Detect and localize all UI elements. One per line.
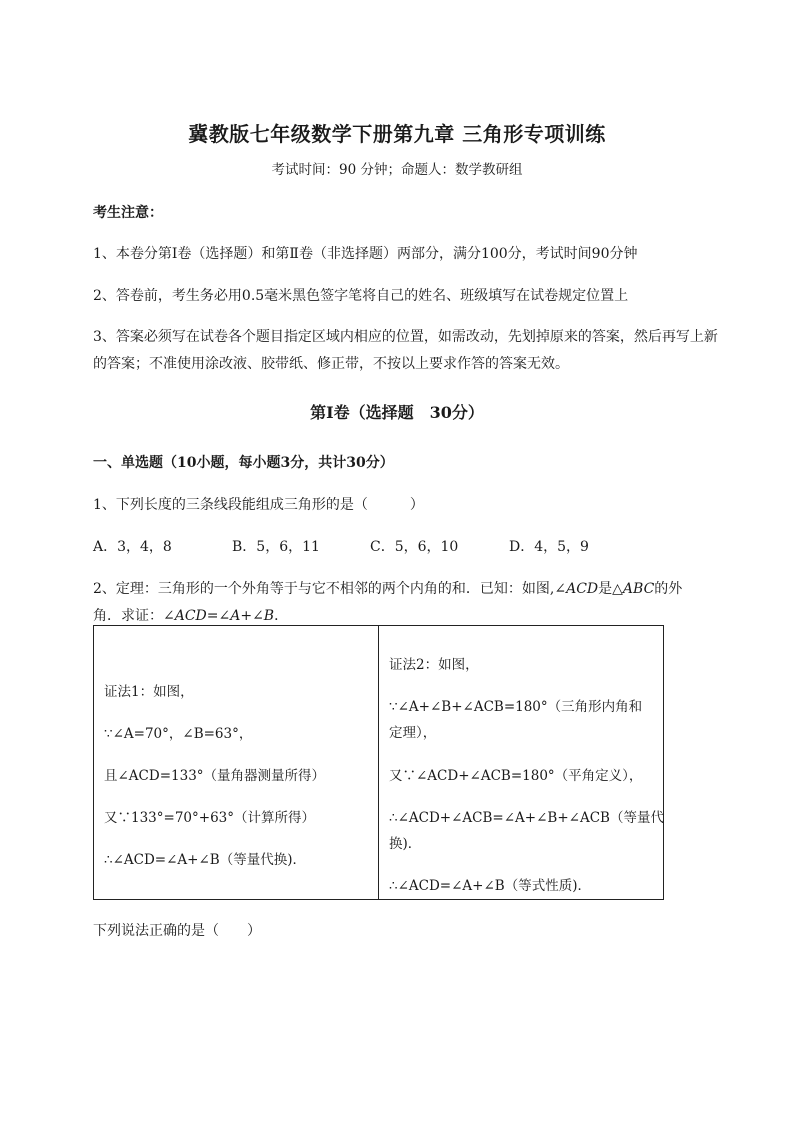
question-1-stem: 1、下列长度的三条线段能组成三角形的是（ ） [93,497,424,513]
question-1-option-d: D．4，5，9 [509,539,589,555]
question-2-stem-line-2 [93,605,288,625]
proof-1-line: 证法1：如图， [104,684,194,700]
proof-table [93,625,664,900]
q2-angle-acd: ∠ACD [554,581,599,597]
question-1-option-c: C．5，6，10 [370,539,459,555]
proof-2-line: ∴∠ACD+∠ACB=∠A+∠B+∠ACB（等量代 [389,810,664,826]
question-1-option-a: A．3，4，8 [93,539,172,555]
proof-1-line: ∵∠A=70°，∠B=63°， [104,726,253,742]
notice-item-2: 2、答卷前，考生务必用0.5毫米黑色签字笔将自己的姓名、班级填写在试卷规定位置上 [93,288,629,304]
document-subtitle: 考试时间：90 分钟；命题人：数学教研组 [271,162,523,178]
question-2-prompt: 下列说法正确的是（ ） [93,923,261,939]
proof-2-line: 证法2：如图， [389,657,479,673]
proof-2-line: ∴∠ACD=∠A+∠B（等式性质)． [389,878,591,894]
proof-method-1-cell [94,626,379,900]
q2-claim: ∠ACD=∠A+∠B [163,608,275,624]
q2-text: 是 [598,581,613,597]
section-title: 第Ⅰ卷（选择题 30分） [310,403,484,422]
q2-text: 2、定理：三角形的一个外角等于与它不相邻的两个内角的和．已知：如图, [93,581,555,597]
proof-2-line: 换)． [389,836,422,852]
notice-item-1: 1、本卷分第Ⅰ卷（选择题）和第Ⅱ卷（非选择题）两部分，满分100分，考试时间90分钟 [93,246,638,262]
q2-text: 的外 [654,581,683,597]
q2-triangle-abc: △ABC [612,581,655,597]
proof-2-line: 定理）， [389,725,437,741]
proof-1-line: 又∵133°=70°+63°（计算所得） [104,810,315,826]
proof-1-line: ∴∠ACD=∠A+∠B（等量代换)． [104,852,306,868]
part-heading: 一、单选题（10小题，每小题3分，共计30分） [93,455,394,471]
question-2-stem-line-1 [93,578,682,598]
proof-2-line: ∵∠A+∠B+∠ACB=180°（三角形内角和 [389,699,643,715]
document-title: 冀教版七年级数学下册第九章 三角形专项训练 [188,122,606,146]
notice-item-3-line-2: 的答案；不准使用涂改液、胶带纸、修正带，不按以上要求作答的答案无效。 [93,356,569,372]
question-1-option-b: B．5，6，11 [232,539,320,555]
proof-1-line: 且∠ACD=133°（量角器测量所得） [104,768,326,784]
notice-heading: 考生注意： [93,205,163,221]
proof-2-line: 又∵∠ACD+∠ACB=180°（平角定义）， [389,768,643,784]
notice-item-3-line-1: 3、答案必须写在试卷各个题目指定区域内相应的位置，如需改动，先划掉原来的答案，然后再写上新 [93,329,718,345]
proof-method-2-cell [379,626,664,900]
q2-text: 角．求证： [93,608,163,624]
q2-text: ． [274,608,289,624]
